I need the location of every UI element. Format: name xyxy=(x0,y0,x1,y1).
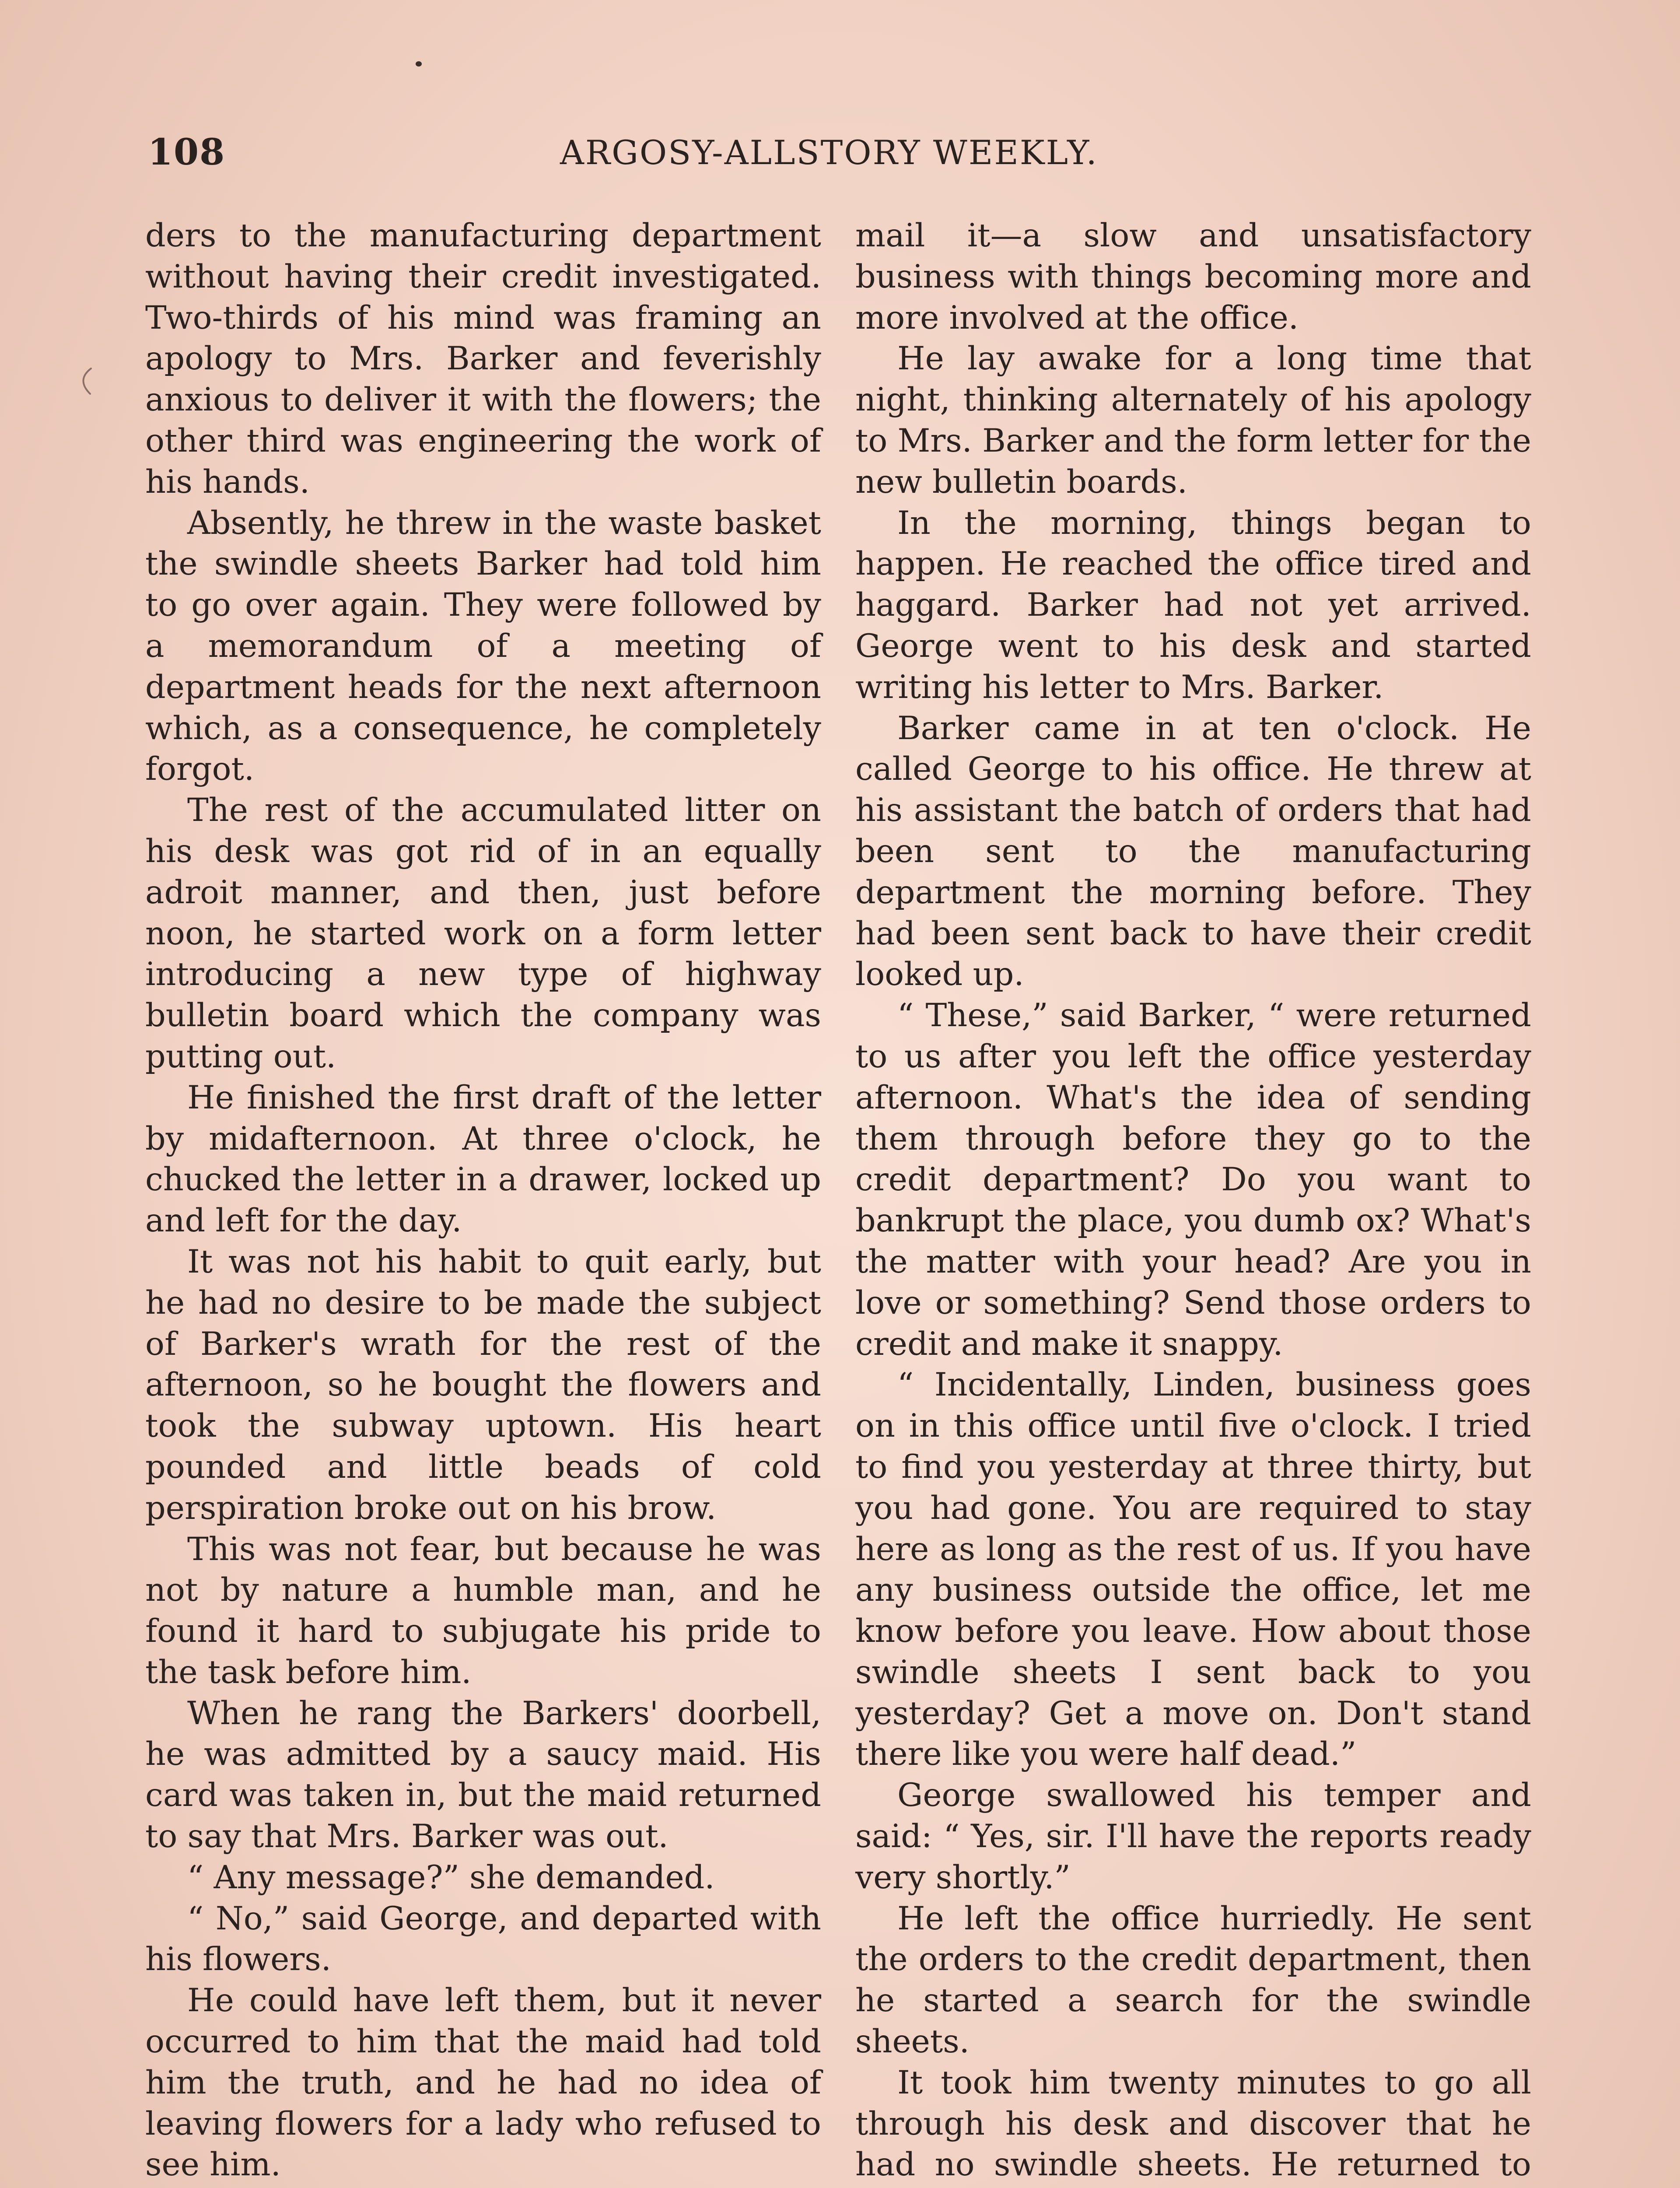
paragraph: When he rang the Barkers' doorbell, he was admitted by a saucy maid. His card was taken in, but the maid returned to say that Mrs. Barker was out. xyxy=(145,1694,821,1855)
ink-speck xyxy=(416,61,422,67)
paragraph: He left the office hurriedly. He sent the orders to the credit department, then he started a search for the swindle sheets. xyxy=(855,1900,1531,2061)
paragraph: ders to the manufacturing department without having their credit investigated. Two-thirds of his mind was framing an apology to Mrs. Barker and feverishly anxious to deliver it with the flowers; the other third was engineering the work of his hands. xyxy=(145,217,821,501)
paragraph: “ No,” said George, and departed with his flowers. xyxy=(145,1900,821,1978)
paragraph: George swallowed his temper and said: “ Yes, sir. I'll have the reports ready very shortly.” xyxy=(855,1777,1531,1896)
page-number: 108 xyxy=(148,131,226,173)
paragraph: “ Any message?” she demanded. xyxy=(187,1858,715,1896)
paragraph: He finished the first draft of the letter by midafternoon. At three o'clock, he chucked the letter in a drawer, locked up and left for the day. xyxy=(145,1079,821,1240)
paragraph: “ These,” said Barker, “ were returned to us after you left the office yesterday afternoon. What's the idea of sending them through before they go to the credit department? Do you want to bankrupt the place, you dumb ox? What's the matter with your head? Are you in love or something? Send those orders to credit and make it snappy. xyxy=(855,997,1531,1363)
paragraph: This was not fear, but because he was not by nature a humble man, and he found it hard to subjugate his pride to the task before him. xyxy=(145,1530,821,1691)
right-column xyxy=(855,215,1531,2188)
page-header xyxy=(144,131,1544,184)
paragraph: mail it—a slow and unsatisfactory business with things becoming more and more involved at the office. xyxy=(855,217,1531,337)
paragraph xyxy=(145,2185,821,2188)
paragraph: The rest of the accumulated litter on his desk was got rid of in an equally adroit manner, and then, just before noon, he started work on a form letter introducing a new type of highway bulletin board which the company was putting out. xyxy=(145,792,821,1075)
paragraph: It was not his habit to quit early, but he had no desire to be made the subject of Barker's wrath for the rest of the afternoon, so he bought the flowers and took the subway uptown. His heart pounded and little beads of cold perspiration broke out on his brow. xyxy=(145,1243,821,1527)
paragraph: Barker came in at ten o'clock. He called George to his office. He threw at his assistant the batch of orders that had been sent to the manufacturing department the morning before. They had been sent back to have their credit looked up. xyxy=(855,709,1531,993)
paragraph: He lay awake for a long time that night, thinking alternately of his apology to Mrs. Barker and the form letter for the new bulletin boards. xyxy=(855,340,1531,501)
paragraph: “ Incidentally, Linden, business goes on in this office until five o'clock. I tried to find you yesterday at three thirty, but you had gone. You are required to stay here as long as the rest of us. If you have any business outside the office, let me know before you leave. How about those swindle sheets I sent back to you yesterday? Get a move on. Don't stand there like you were half dead.” xyxy=(855,1366,1531,1773)
margin-pencil-mark xyxy=(74,367,93,396)
paragraph: Absently, he threw in the waste basket the swindle sheets Barker had told him to go over again. They were followed by a memorandum of a meeting of department heads for the next afternoon which, as a consequence, he completely forgot. xyxy=(145,504,821,788)
paragraph: It took him twenty minutes to go all through his desk and discover that he had no swindle sheets. He returned to xyxy=(855,2064,1531,2184)
paragraph: He could have left them, but it never occurred to him that the maid had told him the truth, and he had no idea of leaving flowers for a lady who refused to see him. xyxy=(145,1982,821,2184)
left-column xyxy=(145,215,821,2188)
paragraph: In the morning, things began to happen. He reached the office tired and haggard. Barker had not yet arrived. George went to his desk and started writing his letter to Mrs. Barker. xyxy=(855,504,1531,706)
running-title: ARGOSY-ALLSTORY WEEKLY. xyxy=(560,133,1098,172)
